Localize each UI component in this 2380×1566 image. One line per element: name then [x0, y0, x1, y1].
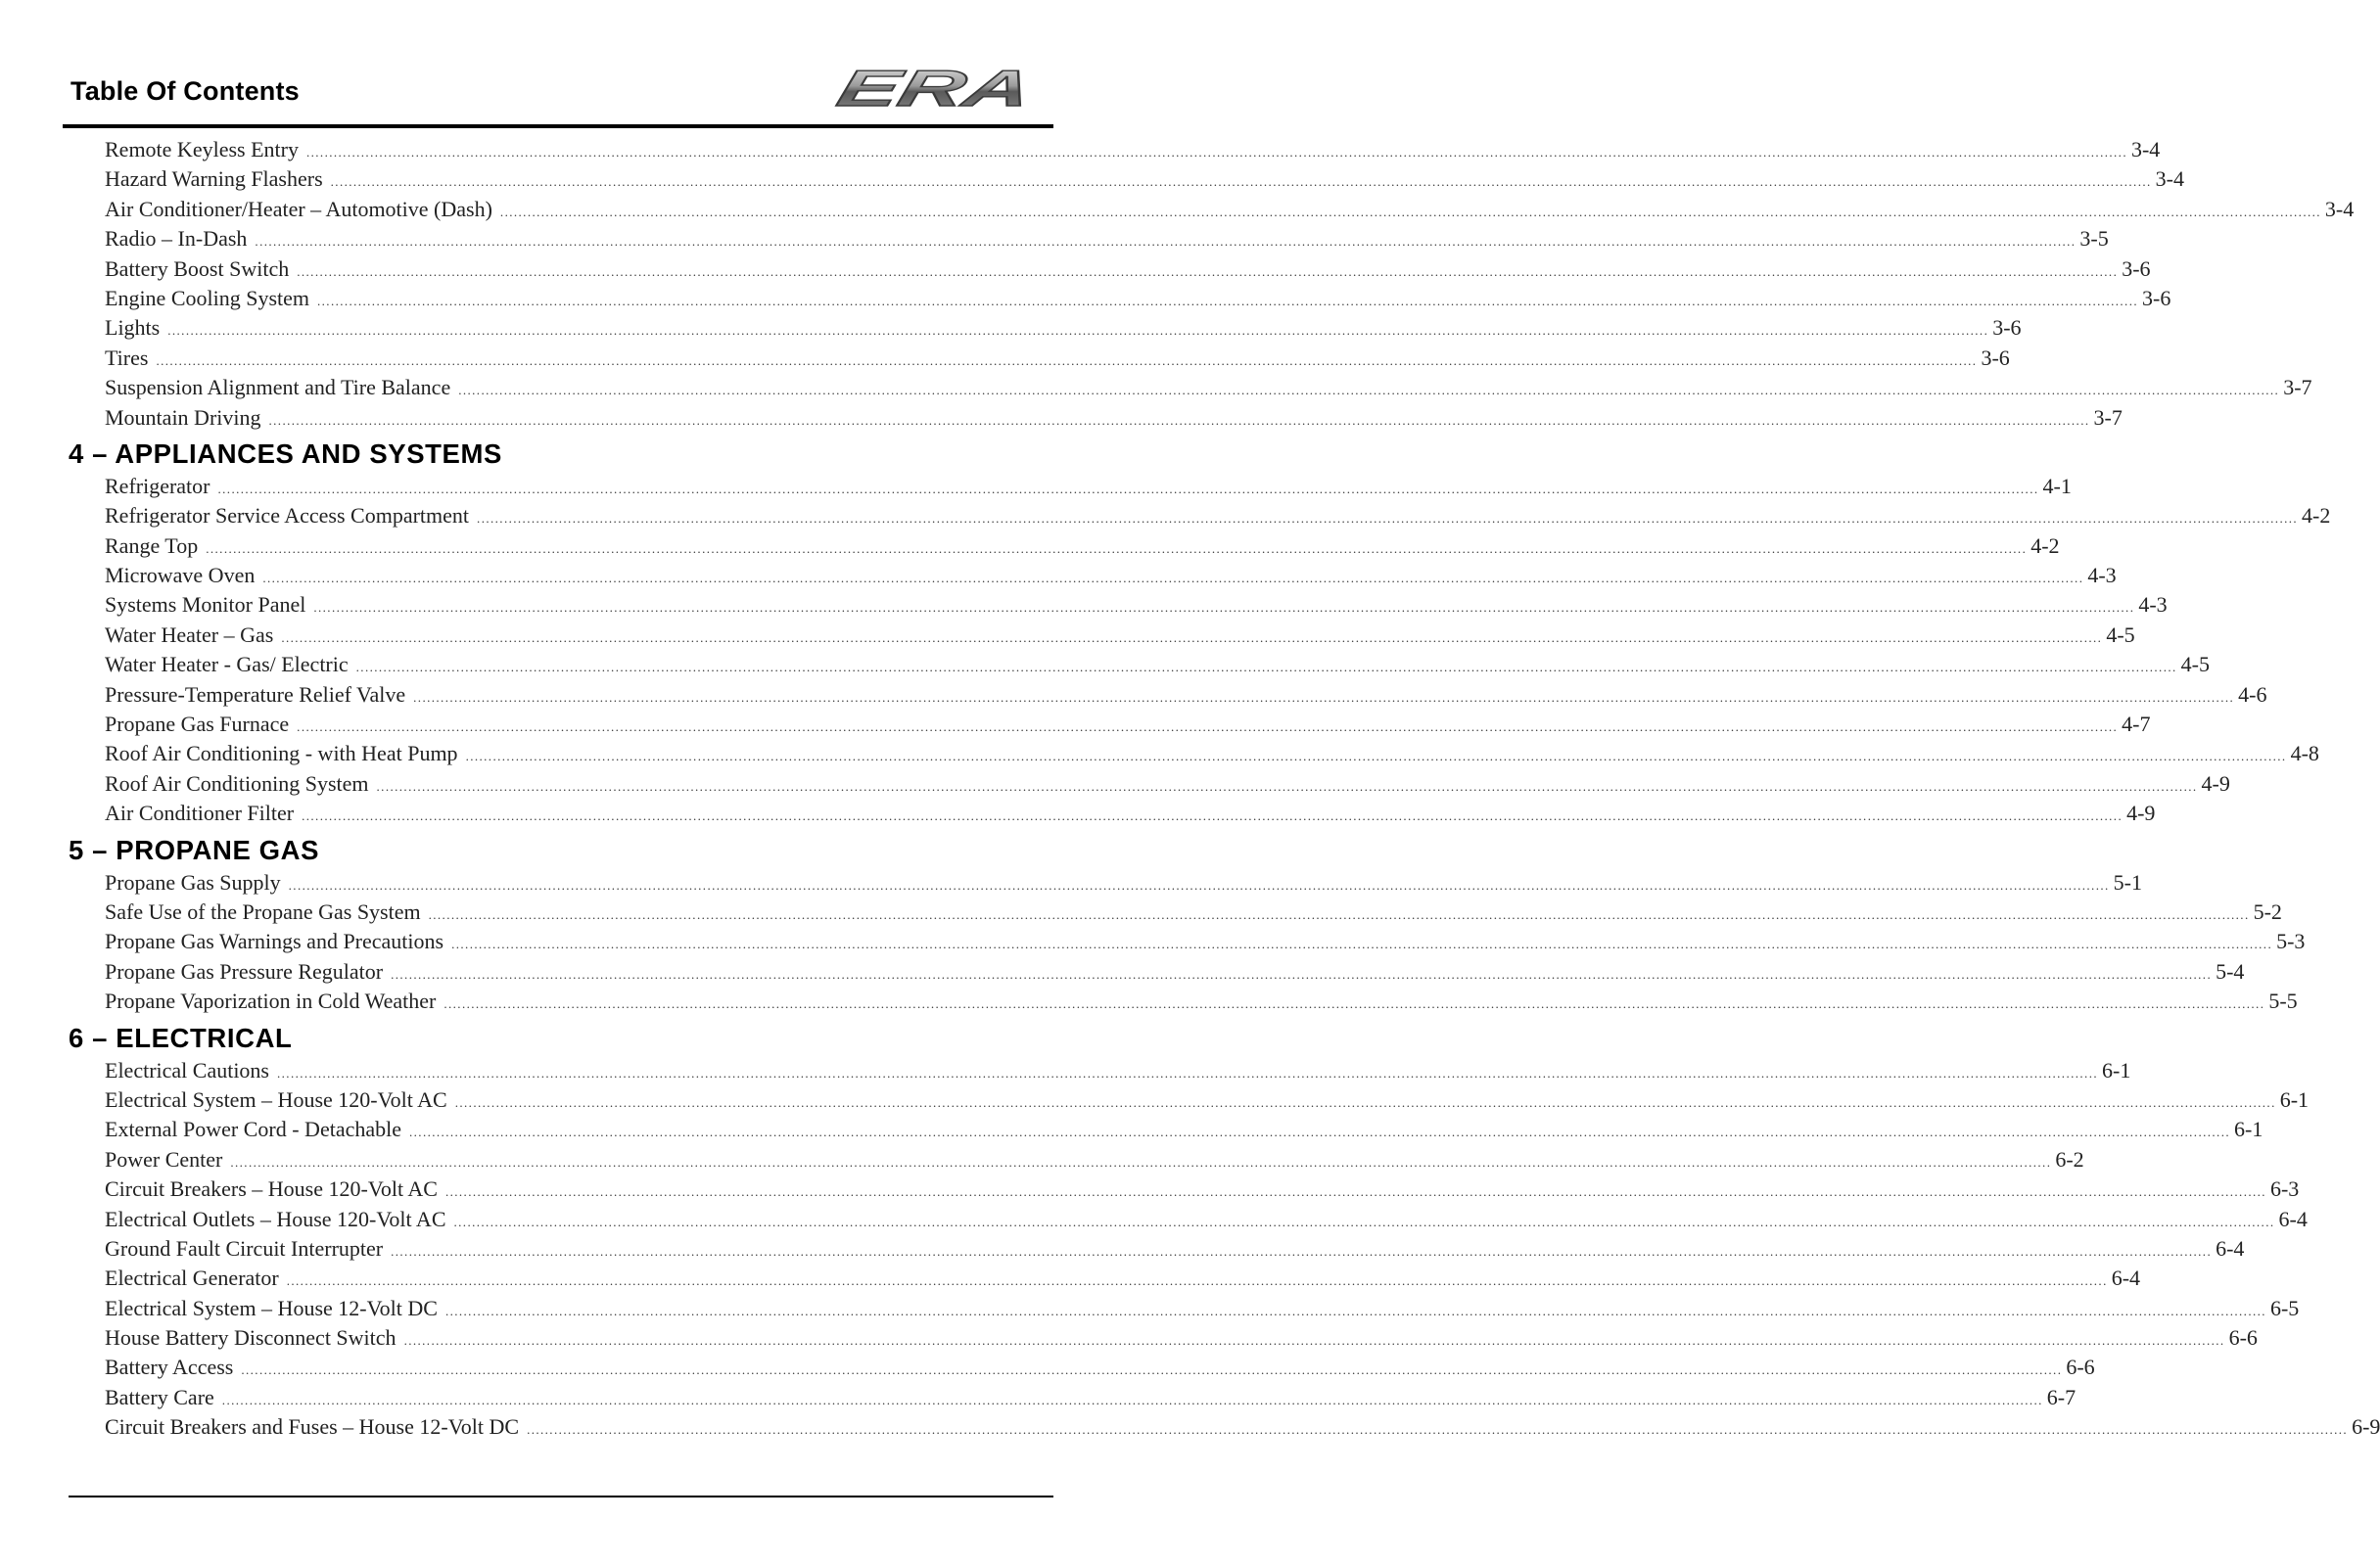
toc-entry-label: Mountain Driving	[105, 404, 261, 430]
toc-entry-label: Lights	[105, 315, 161, 341]
toc-entry[interactable]	[105, 135, 2161, 164]
toc-entry-label: Range Top	[105, 532, 199, 558]
toc-entry-page: 4-7	[2122, 712, 2151, 737]
toc-entry[interactable]	[105, 403, 2123, 433]
dot-leader: ................................................................................................................................................................................................................................................................................................................................................................................................................	[317, 293, 2138, 308]
toc-entry[interactable]	[105, 590, 2168, 620]
dot-leader: ................................................................................................................................................................................................................................................................................................................................................................................................................	[330, 174, 2152, 190]
toc-entry-label: Power Center	[105, 1146, 223, 1172]
toc-entry-page: 6-5	[2269, 1295, 2300, 1320]
toc-entry-label: Refrigerator	[105, 473, 210, 498]
dot-leader: ................................................................................................................................................................................................................................................................................................................................................................................................................	[297, 263, 2119, 279]
toc-section	[69, 829, 2306, 1017]
dot-leader: ................................................................................................................................................................................................................................................................................................................................................................................................................	[286, 1273, 2108, 1289]
dot-leader: ................................................................................................................................................................................................................................................................................................................................................................................................................	[167, 323, 1989, 339]
dot-leader: ................................................................................................................................................................................................................................................................................................................................................................................................................	[527, 1422, 2349, 1438]
toc-entry-label: Air Conditioner/Heater – Automotive (Dash)	[105, 196, 492, 221]
toc-entry[interactable]	[105, 1383, 2077, 1412]
era-logo	[830, 61, 1036, 117]
dot-leader: ................................................................................................................................................................................................................................................................................................................................................................................................................	[255, 234, 2077, 250]
toc-entry-label: Propane Gas Furnace	[105, 712, 290, 737]
toc-entry[interactable]	[105, 1085, 2310, 1115]
page-title: Table Of Contents	[70, 76, 300, 106]
toc-entry-page: 4-6	[2238, 681, 2267, 707]
toc-entry-label: Battery Boost Switch	[105, 255, 290, 281]
toc-entry-label: Suspension Alignment and Tire Balance	[105, 375, 451, 400]
toc-entry-label: Battery Care	[105, 1384, 214, 1409]
toc-entry-label: Remote Keyless Entry	[105, 137, 299, 161]
toc-entry[interactable]	[105, 1145, 2084, 1174]
dot-leader: ................................................................................................................................................................................................................................................................................................................................................................................................................	[391, 966, 2213, 982]
toc-entry-label: Circuit Breakers – House 120-Volt AC	[105, 1176, 438, 1202]
toc-entry[interactable]	[105, 284, 2171, 313]
toc-entry[interactable]	[105, 531, 2060, 561]
toc-entry-page: 4-5	[2106, 622, 2135, 647]
toc-entry-label: Radio – In-Dash	[105, 226, 248, 252]
dot-leader: ................................................................................................................................................................................................................................................................................................................................................................................................................	[277, 1065, 2098, 1081]
toc-entry[interactable]	[105, 224, 2109, 253]
toc-entry[interactable]	[105, 987, 2298, 1016]
toc-entry-page: 4-3	[2138, 592, 2168, 618]
toc-entry-label: Roof Air Conditioning - with Heat Pump	[105, 741, 458, 766]
dot-leader: ................................................................................................................................................................................................................................................................................................................................................................................................................	[355, 660, 2177, 675]
dot-leader: ................................................................................................................................................................................................................................................................................................................................................................................................................	[465, 749, 2287, 764]
dot-leader: ................................................................................................................................................................................................................................................................................................................................................................................................................	[376, 778, 2198, 794]
toc-section	[69, 433, 2331, 829]
dot-leader: ................................................................................................................................................................................................................................................................................................................................................................................................................	[391, 1243, 2213, 1259]
header-rule	[63, 124, 1053, 128]
toc-entry-page: 6-7	[2046, 1384, 2077, 1409]
dot-leader: ................................................................................................................................................................................................................................................................................................................................................................................................................	[453, 1214, 2275, 1229]
toc-entry-label: Battery Access	[105, 1355, 234, 1380]
toc-entry[interactable]	[105, 1115, 2263, 1144]
dot-leader: ................................................................................................................................................................................................................................................................................................................................................................................................................	[302, 808, 2123, 824]
logo-text: ERA	[831, 60, 954, 117]
footer-rule	[69, 1496, 1053, 1497]
toc-entry[interactable]	[105, 472, 2072, 501]
dot-leader: ................................................................................................................................................................................................................................................................................................................................................................................................................	[477, 511, 2299, 527]
dot-leader: ................................................................................................................................................................................................................................................................................................................................................................................................................	[313, 600, 2135, 616]
dot-leader: ................................................................................................................................................................................................................................................................................................................................................................................................................	[451, 937, 2273, 952]
dot-leader: ................................................................................................................................................................................................................................................................................................................................................................................................................	[156, 352, 1978, 368]
toc-entry-page: 3-7	[2093, 404, 2123, 430]
toc-entry[interactable]	[105, 769, 2230, 799]
toc-entry[interactable]	[105, 1264, 2141, 1293]
toc-entry[interactable]	[105, 868, 2142, 898]
toc-entry-page: 3-4	[2130, 137, 2161, 161]
toc-entry[interactable]	[105, 1412, 2380, 1442]
section-heading: 4 – APPLIANCES AND SYSTEMS	[69, 438, 502, 469]
toc-entry-label: Electrical Outlets – House 120-Volt AC	[105, 1206, 446, 1231]
toc-entry-page: 3-6	[2122, 255, 2151, 281]
toc-entry[interactable]	[105, 799, 2156, 828]
toc-entry[interactable]	[105, 1294, 2300, 1323]
toc-entry[interactable]	[105, 164, 2184, 194]
toc-entry-page: 5-4	[2216, 958, 2245, 984]
toc-entry-label: Refrigerator Service Access Compartment	[105, 503, 470, 529]
toc-entry[interactable]	[105, 373, 2312, 402]
table-of-contents	[69, 135, 2380, 1443]
toc-entry[interactable]	[105, 501, 2331, 530]
dot-leader: ................................................................................................................................................................................................................................................................................................................................................................................................................	[217, 481, 2039, 496]
toc-entry-page: 6-6	[2228, 1325, 2258, 1351]
dot-leader: ................................................................................................................................................................................................................................................................................................................................................................................................................	[221, 1392, 2043, 1407]
toc-entry-page: 6-1	[2234, 1117, 2263, 1142]
toc-entry-label: Electrical System – House 120-Volt AC	[105, 1086, 447, 1112]
dot-leader: ................................................................................................................................................................................................................................................................................................................................................................................................................	[241, 1362, 2063, 1378]
dot-leader: ................................................................................................................................................................................................................................................................................................................................................................................................................	[499, 204, 2321, 219]
toc-entry[interactable]	[105, 1205, 2308, 1234]
toc-entry-label: Propane Gas Supply	[105, 869, 281, 895]
toc-entry-page: 3-7	[2283, 375, 2312, 400]
toc-entry-page: 3-6	[1981, 345, 2010, 370]
toc-entry-page: 5-3	[2276, 929, 2306, 954]
toc-entry-label: Water Heater - Gas/ Electric	[105, 652, 349, 677]
toc-entry-label: Microwave Oven	[105, 563, 256, 588]
dot-leader: ................................................................................................................................................................................................................................................................................................................................................................................................................	[428, 906, 2250, 922]
dot-leader: ................................................................................................................................................................................................................................................................................................................................................................................................................	[444, 1184, 2266, 1200]
toc-entry[interactable]	[105, 561, 2117, 590]
dot-leader: ................................................................................................................................................................................................................................................................................................................................................................................................................	[297, 719, 2119, 735]
section-heading: 6 – ELECTRICAL	[69, 1022, 293, 1053]
toc-entry-page: 4-9	[2126, 801, 2156, 826]
toc-entry[interactable]	[105, 739, 2319, 768]
toc-entry-label: Engine Cooling System	[105, 285, 309, 310]
dot-leader: ................................................................................................................................................................................................................................................................................................................................................................................................................	[206, 540, 2028, 556]
toc-entry-page: 4-9	[2201, 770, 2230, 796]
toc-entry-label: Safe Use of the Propane Gas System	[105, 898, 421, 924]
toc-entry-page: 5-5	[2268, 989, 2298, 1014]
toc-entry-label: Pressure-Temperature Relief Valve	[105, 681, 406, 707]
toc-entry-page: 6-4	[2216, 1235, 2245, 1261]
toc-entry-page: 3-4	[2155, 166, 2184, 192]
dot-leader: ................................................................................................................................................................................................................................................................................................................................................................................................................	[409, 1125, 2230, 1140]
toc-entry[interactable]	[105, 1353, 2095, 1382]
toc-entry-page: 6-4	[2111, 1266, 2141, 1291]
toc-entry-label: Air Conditioner Filter	[105, 801, 295, 826]
toc-entry-label: Electrical Cautions	[105, 1057, 269, 1082]
toc-entry[interactable]	[105, 650, 2210, 679]
toc-entry[interactable]	[105, 680, 2267, 710]
dot-leader: ................................................................................................................................................................................................................................................................................................................................................................................................................	[458, 383, 2280, 398]
toc-entry-label: Hazard Warning Flashers	[105, 166, 323, 192]
toc-entry-label: Tires	[105, 345, 149, 370]
toc-entry-label: Electrical System – House 12-Volt DC	[105, 1295, 438, 1320]
toc-section	[69, 1017, 2380, 1443]
toc-entry-label: Systems Monitor Panel	[105, 592, 306, 618]
toc-entry-page: 6-2	[2055, 1146, 2084, 1172]
toc-entry-label: External Power Cord - Detachable	[105, 1117, 401, 1142]
toc-entry-page: 3-6	[2142, 285, 2171, 310]
toc-entry[interactable]	[105, 1056, 2131, 1085]
toc-entry-label: Circuit Breakers and Fuses – House 12-Volt DC	[105, 1414, 520, 1440]
toc-entry-label: Propane Vaporization in Cold Weather	[105, 989, 437, 1014]
toc-entry[interactable]	[105, 621, 2135, 650]
toc-entry-label: Ground Fault Circuit Interrupter	[105, 1235, 384, 1261]
dot-leader: ................................................................................................................................................................................................................................................................................................................................................................................................................	[230, 1154, 2052, 1170]
toc-entry-page: 3-6	[1992, 315, 2022, 341]
toc-entry-page: 5-1	[2113, 869, 2142, 895]
toc-section	[69, 135, 2355, 433]
dot-leader: ................................................................................................................................................................................................................................................................................................................................................................................................................	[268, 412, 2090, 428]
toc-entry-page: 6-9	[2352, 1414, 2380, 1440]
dot-leader: ................................................................................................................................................................................................................................................................................................................................................................................................................	[305, 145, 2127, 160]
section-heading: 5 – PROPANE GAS	[69, 834, 320, 865]
dot-leader: ................................................................................................................................................................................................................................................................................................................................................................................................................	[413, 689, 2235, 705]
dot-leader: ................................................................................................................................................................................................................................................................................................................................................................................................................	[443, 996, 2265, 1012]
toc-entry-page: 4-3	[2087, 563, 2117, 588]
toc-entry-label: Propane Gas Pressure Regulator	[105, 958, 384, 984]
toc-entry[interactable]	[105, 254, 2151, 284]
toc-entry-page: 6-1	[2279, 1086, 2310, 1112]
toc-entry-page: 6-3	[2269, 1176, 2300, 1202]
toc-entry[interactable]	[105, 898, 2282, 927]
toc-entry[interactable]	[105, 195, 2355, 224]
toc-entry[interactable]	[105, 344, 2010, 373]
toc-entry-label: Roof Air Conditioning System	[105, 770, 369, 796]
toc-entry-page: 4-1	[2042, 473, 2072, 498]
toc-entry-page: 3-4	[2324, 196, 2355, 221]
toc-entry[interactable]	[105, 313, 2022, 343]
toc-entry-page: 5-2	[2253, 898, 2282, 924]
toc-entry-page: 4-5	[2180, 652, 2210, 677]
toc-entry[interactable]	[105, 1323, 2258, 1353]
toc-entry[interactable]	[105, 927, 2306, 956]
toc-entry-page: 4-8	[2290, 741, 2319, 766]
toc-entry-page: 4-2	[2030, 532, 2060, 558]
toc-entry-page: 3-5	[2079, 226, 2109, 252]
toc-entry-label: Electrical Generator	[105, 1266, 279, 1291]
dot-leader: ................................................................................................................................................................................................................................................................................................................................................................................................................	[403, 1333, 2225, 1349]
toc-entry-page: 6-6	[2066, 1355, 2095, 1380]
dot-leader: ................................................................................................................................................................................................................................................................................................................................................................................................................	[281, 629, 2103, 645]
dot-leader: ................................................................................................................................................................................................................................................................................................................................................................................................................	[262, 571, 2084, 586]
toc-entry-page: 6-4	[2278, 1206, 2308, 1231]
toc-entry-page: 6-1	[2102, 1057, 2131, 1082]
toc-entry[interactable]	[105, 1234, 2245, 1264]
toc-entry[interactable]	[105, 710, 2151, 739]
toc-entry-page: 4-2	[2302, 503, 2331, 529]
toc-entry[interactable]	[105, 957, 2245, 987]
toc-entry-label: Water Heater – Gas	[105, 622, 274, 647]
toc-entry-label: House Battery Disconnect Switch	[105, 1325, 397, 1351]
dot-leader: ................................................................................................................................................................................................................................................................................................................................................................................................................	[288, 877, 2110, 893]
dot-leader: ................................................................................................................................................................................................................................................................................................................................................................................................................	[444, 1303, 2266, 1318]
toc-entry-label: Propane Gas Warnings and Precautions	[105, 929, 444, 954]
toc-entry[interactable]	[105, 1174, 2300, 1204]
dot-leader: ................................................................................................................................................................................................................................................................................................................................................................................................................	[454, 1094, 2276, 1110]
